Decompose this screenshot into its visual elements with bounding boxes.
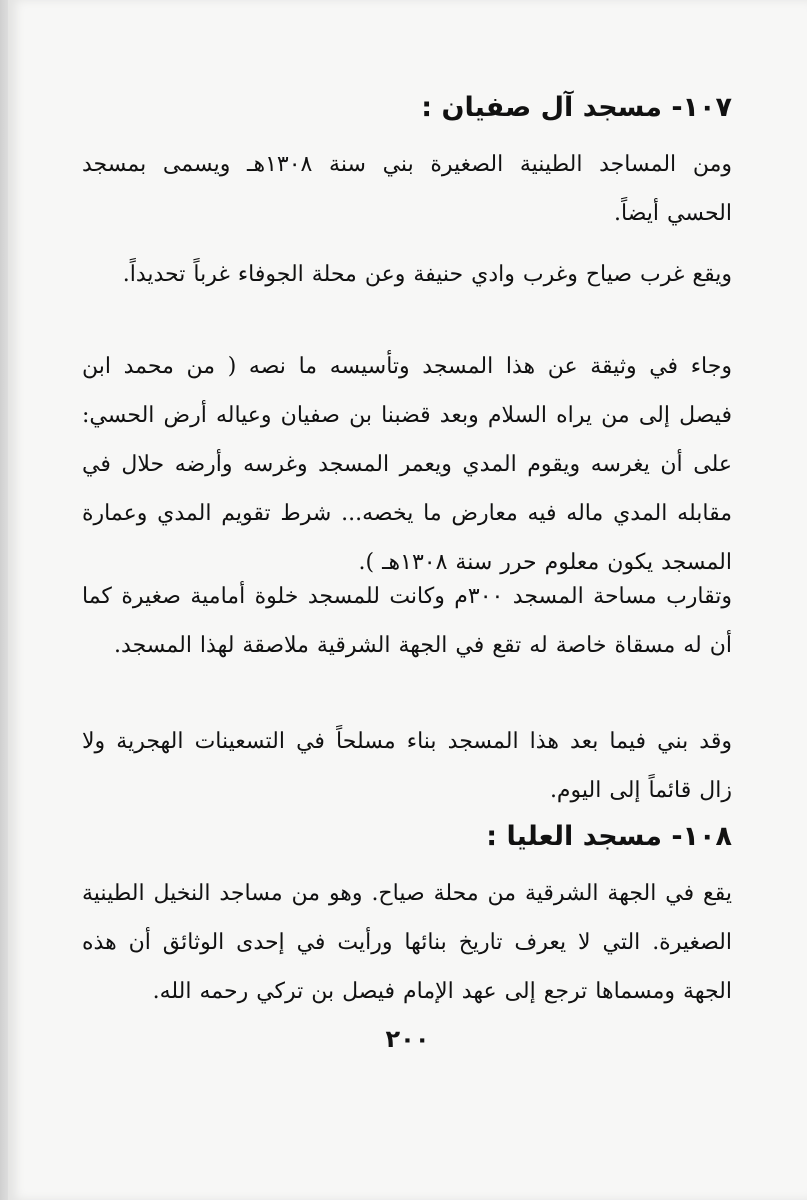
section-107-paragraph-2: ويقع غرب صياح وغرب وادي حنيفة وعن محلة الجوفاء غرباً تحديداً. bbox=[122, 262, 732, 287]
section-107-paragraph-5: وقد بني فيما بعد هذا المسجد بناء مسلحاً في التسعينات الهجرية ولا زال قائماً إلى اليوم. bbox=[82, 729, 732, 803]
section-107-paragraph-1: ومن المساجد الطينية الصغيرة بني سنة ١٣٠٨هـ ويسمى بمسجد الحسي أيضاً. bbox=[82, 152, 732, 226]
section-107-paragraph-3: وجاء في وثيقة عن هذا المسجد وتأسيسه ما نصه ( من محمد ابن فيصل إلى من يراه السلام وبعد قضبنا بن صفيان وعياله أرض الحسي: على أن يغرسه ويقوم المدي ويعمر المسجد وغرسه وأرضه حلال في مقابله المدي ماله فيه معارض ما يخصه... شرط تقويم المدي وعمارة المسجد يكون معلوم حرر سنة ١٣٠٨هـ ). bbox=[82, 354, 732, 575]
section-107-heading: ١٠٧- مسجد آل صفيان : bbox=[421, 92, 732, 123]
book-page bbox=[8, 0, 807, 1200]
page-number: ٢٠٠ bbox=[385, 1025, 430, 1053]
section-108-heading: ١٠٨- مسجد العليا : bbox=[486, 821, 732, 852]
section-108-paragraph-1: يقع في الجهة الشرقية من محلة صياح. وهو من مساجد النخيل الطينية الصغيرة. التي لا يعرف تاريخ بنائها ورأيت في إحدى الوثائق أن هذه الجهة ومسماها ترجع إلى عهد الإمام فيصل بن تركي رحمه الله. bbox=[82, 881, 732, 1004]
section-107-paragraph-4: وتقارب مساحة المسجد ٣٠٠م وكانت للمسجد خلوة أمامية صغيرة كما أن له مسقاة خاصة له تقع في الجهة الشرقية ملاصقة لهذا المسجد. bbox=[82, 584, 733, 658]
